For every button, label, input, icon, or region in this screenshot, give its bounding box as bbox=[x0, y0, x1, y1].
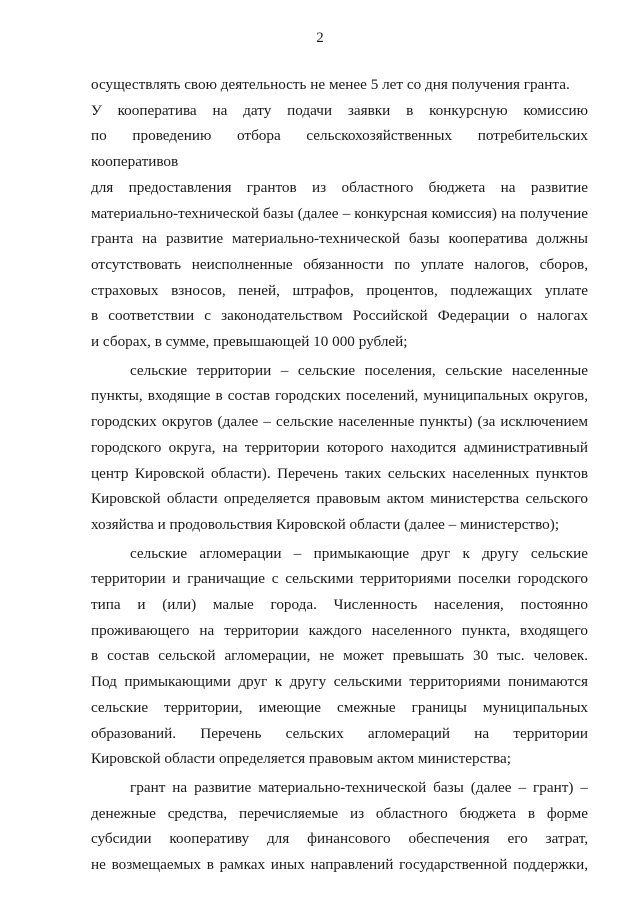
text-line: Кировской области определяется правовым актом министерства; bbox=[91, 750, 511, 768]
text-line: и сборах, в сумме, превышающей 10 000 рублей; bbox=[91, 333, 408, 351]
text-line: образований. Перечень сельских агломераций на территории bbox=[91, 724, 588, 742]
text-line: пункты, входящие в состав городских поселений, муниципальных округов, bbox=[91, 387, 588, 405]
paragraph-rural-agglomerations bbox=[91, 541, 588, 772]
text-line: по проведению отбора сельскохозяйственных потребительских кооперативов bbox=[91, 127, 588, 171]
paragraph-rural-territories bbox=[91, 358, 588, 538]
text-line: Кировской области определяется правовым актом министерства сельского bbox=[91, 490, 588, 508]
text-line: типа и (или) малые города. Численность населения, постоянно bbox=[91, 596, 588, 614]
text-line: в состав сельской агломерации, не может превышать 30 тыс. человек. bbox=[91, 647, 588, 665]
document-body bbox=[91, 72, 588, 878]
text-line: У кооператива на дату подачи заявки в конкурсную комиссию bbox=[91, 101, 588, 119]
text-line: отсутствовать неисполненные обязанности по уплате налогов, сборов, bbox=[91, 255, 588, 273]
text-line: городских округов (далее – сельские населенные пункты) (за исключением bbox=[91, 413, 588, 431]
text-line: в соответствии с законодательством Российской Федерации о налогах bbox=[91, 307, 588, 325]
text-line: для предоставления грантов из областного бюджета на развитие bbox=[91, 178, 588, 196]
text-line: проживающего на территории каждого населенного пункта, входящего bbox=[91, 621, 588, 639]
text-line: Под примыкающими друг к другу сельскими территориями понимаются bbox=[91, 673, 588, 691]
text-line: субсидии кооперативу для финансового обеспечения его затрат, bbox=[91, 830, 588, 848]
paragraph-grant-definition bbox=[91, 775, 588, 878]
text-line: сельские территории, имеющие смежные границы муниципальных bbox=[91, 698, 588, 716]
text-line: хозяйства и продовольствия Кировской области (далее – министерство); bbox=[91, 515, 560, 533]
text-line: центр Кировской области). Перечень таких сельских населенных пунктов bbox=[91, 464, 588, 482]
page-number: 2 bbox=[316, 30, 324, 46]
text-line: денежные средства, перечисляемые из областного бюджета в форме bbox=[91, 804, 588, 822]
text-line: гранта на развитие материально-технической базы кооператива должны bbox=[91, 230, 588, 248]
text-line: городского округа, на территории которого находится административный bbox=[91, 438, 588, 456]
text-line: сельские территории – сельские поселения, сельские населенные bbox=[130, 361, 588, 379]
text-line: территории и граничащие с сельскими территориями поселки городского bbox=[91, 570, 588, 588]
text-line: осуществлять свою деятельность не менее 5 лет со дня получения гранта. bbox=[91, 76, 570, 93]
text-line: сельские агломерации – примыкающие друг к другу сельские bbox=[130, 544, 588, 562]
paragraph-cooperative-requirements bbox=[91, 72, 588, 355]
text-line: не возмещаемых в рамках иных направлений государственной поддержки, bbox=[91, 856, 588, 874]
text-line: грант на развитие материально-технической базы (далее – грант) – bbox=[130, 778, 588, 796]
text-line: материально-технической базы (далее – конкурсная комиссия) на получение bbox=[91, 204, 588, 222]
text-line: страховых взносов, пеней, штрафов, процентов, подлежащих уплате bbox=[91, 281, 588, 299]
